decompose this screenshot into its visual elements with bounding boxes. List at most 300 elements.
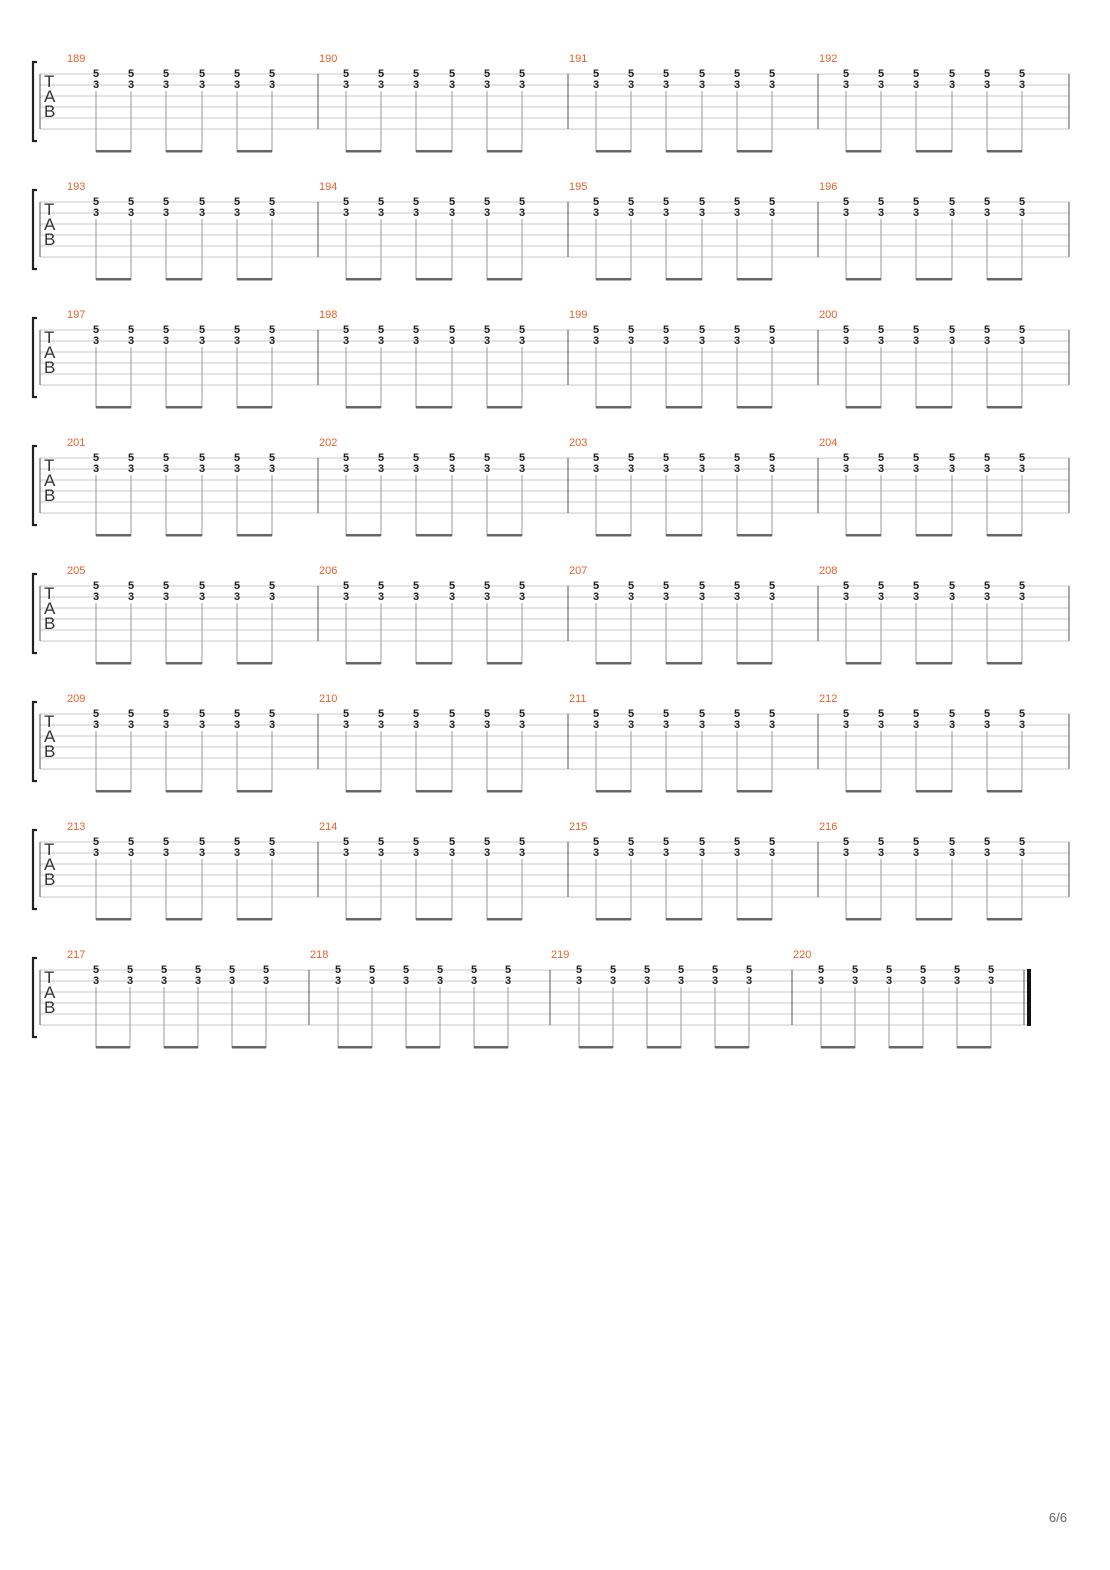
beam xyxy=(416,406,452,409)
fret-number: 5 xyxy=(843,68,850,80)
fret-number: 3 xyxy=(199,719,206,731)
beam xyxy=(666,406,702,409)
fret-number: 3 xyxy=(769,207,776,219)
beam xyxy=(916,534,952,537)
beam xyxy=(96,918,131,921)
fret-number: 3 xyxy=(519,207,526,219)
fret-number: 5 xyxy=(663,708,670,720)
beam xyxy=(916,918,952,921)
fret-number: 3 xyxy=(378,847,385,859)
fret-number: 3 xyxy=(1019,463,1026,475)
beam xyxy=(487,150,522,153)
fret-number: 3 xyxy=(593,847,600,859)
fret-number: 3 xyxy=(269,847,276,859)
beam xyxy=(232,1046,266,1049)
beam xyxy=(416,918,452,921)
fret-number: 3 xyxy=(852,975,859,987)
fret-number: 5 xyxy=(93,452,100,464)
measure-number: 218 xyxy=(310,949,329,961)
fret-number: 5 xyxy=(913,836,920,848)
fret-number: 5 xyxy=(335,964,342,976)
fret-number: 5 xyxy=(593,580,600,592)
fret-number: 5 xyxy=(195,964,202,976)
fret-number: 5 xyxy=(913,324,920,336)
fret-number: 5 xyxy=(128,324,135,336)
fret-number: 5 xyxy=(449,68,456,80)
beam xyxy=(666,278,702,281)
fret-number: 5 xyxy=(484,580,491,592)
fret-number: 3 xyxy=(576,975,583,987)
beam xyxy=(596,534,631,537)
fret-number: 5 xyxy=(678,964,685,976)
fret-number: 3 xyxy=(234,79,241,91)
measure-number: 220 xyxy=(793,949,812,961)
fret-number: 5 xyxy=(484,68,491,80)
fret-number: 3 xyxy=(746,975,753,987)
fret-number: 3 xyxy=(699,335,706,347)
measure-number: 201 xyxy=(67,437,86,449)
fret-number: 5 xyxy=(734,836,741,848)
fret-number: 3 xyxy=(163,335,170,347)
fret-number: 5 xyxy=(628,836,635,848)
fret-number: 3 xyxy=(93,719,100,731)
beam xyxy=(846,534,881,537)
fret-number: 3 xyxy=(628,207,635,219)
fret-number: 5 xyxy=(343,836,350,848)
beam xyxy=(647,1046,681,1049)
fret-number: 3 xyxy=(949,335,956,347)
fret-number: 3 xyxy=(913,591,920,603)
fret-number: 3 xyxy=(519,335,526,347)
fret-number: 3 xyxy=(699,591,706,603)
fret-number: 5 xyxy=(746,964,753,976)
fret-number: 5 xyxy=(593,324,600,336)
fret-number: 3 xyxy=(343,847,350,859)
fret-number: 5 xyxy=(484,324,491,336)
beam xyxy=(416,278,452,281)
fret-number: 3 xyxy=(878,207,885,219)
fret-number: 3 xyxy=(628,79,635,91)
fret-number: 3 xyxy=(343,207,350,219)
tab-clef-letter: A xyxy=(44,87,56,106)
fret-number: 5 xyxy=(954,964,961,976)
beam xyxy=(416,790,452,793)
fret-number: 3 xyxy=(269,719,276,731)
fret-number: 5 xyxy=(886,964,893,976)
fret-number: 3 xyxy=(699,207,706,219)
beam xyxy=(237,534,272,537)
system-bracket xyxy=(33,702,37,781)
fret-number: 3 xyxy=(734,847,741,859)
beam xyxy=(406,1046,440,1049)
fret-number: 5 xyxy=(699,324,706,336)
beam xyxy=(957,1046,991,1049)
fret-number: 5 xyxy=(852,964,859,976)
fret-number: 5 xyxy=(878,452,885,464)
fret-number: 3 xyxy=(984,719,991,731)
fret-number: 3 xyxy=(199,207,206,219)
measure-number: 204 xyxy=(819,437,838,449)
fret-number: 5 xyxy=(699,452,706,464)
measure-number: 208 xyxy=(819,565,838,577)
beam xyxy=(96,534,131,537)
measure-number: 209 xyxy=(67,693,86,705)
fret-number: 3 xyxy=(234,207,241,219)
fret-number: 3 xyxy=(269,335,276,347)
beam xyxy=(487,918,522,921)
beam xyxy=(987,662,1022,665)
fret-number: 3 xyxy=(628,847,635,859)
fret-number: 5 xyxy=(913,196,920,208)
fret-number: 3 xyxy=(734,335,741,347)
fret-number: 5 xyxy=(734,68,741,80)
fret-number: 3 xyxy=(413,591,420,603)
tab-clef-letter: T xyxy=(44,72,55,91)
fret-number: 5 xyxy=(199,708,206,720)
fret-number: 3 xyxy=(843,463,850,475)
fret-number: 5 xyxy=(199,324,206,336)
fret-number: 5 xyxy=(199,68,206,80)
fret-number: 5 xyxy=(234,452,241,464)
beam xyxy=(846,918,881,921)
fret-number: 3 xyxy=(878,591,885,603)
fret-number: 3 xyxy=(628,463,635,475)
fret-number: 5 xyxy=(519,324,526,336)
fret-number: 3 xyxy=(163,719,170,731)
beam xyxy=(737,150,772,153)
fret-number: 3 xyxy=(1019,591,1026,603)
fret-number: 5 xyxy=(269,708,276,720)
fret-number: 3 xyxy=(769,463,776,475)
fret-number: 3 xyxy=(734,591,741,603)
beam xyxy=(346,790,381,793)
fret-number: 3 xyxy=(199,463,206,475)
beam xyxy=(237,918,272,921)
final-barline-thick xyxy=(1027,969,1031,1026)
fret-number: 5 xyxy=(413,68,420,80)
tab-clef-letter: B xyxy=(44,998,56,1017)
fret-number: 5 xyxy=(949,452,956,464)
tab-clef-letter: B xyxy=(44,870,56,889)
fret-number: 5 xyxy=(699,708,706,720)
beam xyxy=(487,790,522,793)
fret-number: 3 xyxy=(593,335,600,347)
fret-number: 5 xyxy=(234,324,241,336)
fret-number: 5 xyxy=(628,452,635,464)
system-bracket xyxy=(33,318,37,397)
fret-number: 3 xyxy=(663,79,670,91)
tab-clef-letter: B xyxy=(44,358,56,377)
beam xyxy=(596,918,631,921)
beam xyxy=(237,662,272,665)
fret-number: 3 xyxy=(234,335,241,347)
fret-number: 5 xyxy=(628,324,635,336)
fret-number: 3 xyxy=(163,79,170,91)
tab-clef-letter: A xyxy=(44,855,56,874)
fret-number: 5 xyxy=(269,452,276,464)
measure-number: 207 xyxy=(569,565,588,577)
beam xyxy=(237,278,272,281)
fret-number: 5 xyxy=(663,452,670,464)
fret-number: 5 xyxy=(519,836,526,848)
fret-number: 3 xyxy=(199,335,206,347)
fret-number: 3 xyxy=(413,719,420,731)
fret-number: 5 xyxy=(843,836,850,848)
fret-number: 5 xyxy=(403,964,410,976)
fret-number: 5 xyxy=(769,836,776,848)
fret-number: 5 xyxy=(843,196,850,208)
beam xyxy=(737,918,772,921)
fret-number: 3 xyxy=(93,975,100,987)
fret-number: 3 xyxy=(699,79,706,91)
tab-clef-letter: A xyxy=(44,471,56,490)
tab-clef-letter: A xyxy=(44,215,56,234)
fret-number: 3 xyxy=(593,79,600,91)
fret-number: 5 xyxy=(843,324,850,336)
fret-number: 3 xyxy=(678,975,685,987)
beam xyxy=(987,790,1022,793)
tab-system xyxy=(33,53,1069,153)
fret-number: 5 xyxy=(734,452,741,464)
fret-number: 3 xyxy=(988,975,995,987)
beam xyxy=(666,150,702,153)
fret-number: 3 xyxy=(593,463,600,475)
fret-number: 3 xyxy=(343,463,350,475)
measure-number: 214 xyxy=(319,821,338,833)
beam xyxy=(916,150,952,153)
fret-number: 5 xyxy=(593,196,600,208)
beam xyxy=(846,278,881,281)
fret-number: 5 xyxy=(878,836,885,848)
fret-number: 3 xyxy=(1019,719,1026,731)
fret-number: 3 xyxy=(843,335,850,347)
tab-clef-letter: T xyxy=(44,712,55,731)
fret-number: 3 xyxy=(413,79,420,91)
fret-number: 5 xyxy=(449,580,456,592)
fret-number: 3 xyxy=(878,719,885,731)
fret-number: 3 xyxy=(484,847,491,859)
fret-number: 5 xyxy=(920,964,927,976)
fret-number: 5 xyxy=(449,324,456,336)
fret-number: 3 xyxy=(663,719,670,731)
fret-number: 5 xyxy=(234,836,241,848)
fret-number: 3 xyxy=(378,207,385,219)
fret-number: 5 xyxy=(343,196,350,208)
fret-number: 3 xyxy=(93,463,100,475)
fret-number: 5 xyxy=(128,68,135,80)
fret-number: 3 xyxy=(128,847,135,859)
beam xyxy=(96,1046,130,1049)
beam xyxy=(846,790,881,793)
measure-number: 205 xyxy=(67,565,86,577)
fret-number: 3 xyxy=(484,335,491,347)
fret-number: 5 xyxy=(234,708,241,720)
fret-number: 3 xyxy=(843,79,850,91)
system-bracket xyxy=(33,190,37,269)
fret-number: 5 xyxy=(1019,68,1026,80)
beam xyxy=(916,406,952,409)
fret-number: 5 xyxy=(269,836,276,848)
fret-number: 5 xyxy=(163,580,170,592)
beam xyxy=(596,790,631,793)
fret-number: 5 xyxy=(769,324,776,336)
beam xyxy=(846,406,881,409)
fret-number: 5 xyxy=(1019,708,1026,720)
measure-number: 206 xyxy=(319,565,338,577)
fret-number: 3 xyxy=(343,591,350,603)
fret-number: 5 xyxy=(913,580,920,592)
fret-number: 5 xyxy=(449,196,456,208)
fret-number: 5 xyxy=(128,196,135,208)
beam xyxy=(416,662,452,665)
fret-number: 3 xyxy=(920,975,927,987)
fret-number: 5 xyxy=(519,68,526,80)
fret-number: 3 xyxy=(449,463,456,475)
fret-number: 3 xyxy=(769,847,776,859)
fret-number: 3 xyxy=(1019,335,1026,347)
fret-number: 3 xyxy=(663,335,670,347)
fret-number: 5 xyxy=(449,452,456,464)
fret-number: 5 xyxy=(663,68,670,80)
beam xyxy=(987,278,1022,281)
fret-number: 3 xyxy=(769,591,776,603)
fret-number: 3 xyxy=(449,79,456,91)
fret-number: 5 xyxy=(163,836,170,848)
beam xyxy=(737,534,772,537)
fret-number: 3 xyxy=(628,719,635,731)
fret-number: 5 xyxy=(229,964,236,976)
fret-number: 3 xyxy=(199,79,206,91)
fret-number: 5 xyxy=(127,964,134,976)
measure-number: 200 xyxy=(819,309,838,321)
fret-number: 3 xyxy=(471,975,478,987)
fret-number: 3 xyxy=(1019,847,1026,859)
fret-number: 5 xyxy=(93,196,100,208)
fret-number: 3 xyxy=(913,719,920,731)
fret-number: 3 xyxy=(484,463,491,475)
fret-number: 3 xyxy=(269,463,276,475)
fret-number: 3 xyxy=(234,591,241,603)
beam xyxy=(166,406,202,409)
beam xyxy=(474,1046,508,1049)
fret-number: 5 xyxy=(378,580,385,592)
fret-number: 3 xyxy=(199,591,206,603)
tab-clef-letter: B xyxy=(44,742,56,761)
fret-number: 5 xyxy=(913,68,920,80)
fret-number: 5 xyxy=(128,836,135,848)
fret-number: 5 xyxy=(413,452,420,464)
fret-number: 5 xyxy=(484,196,491,208)
measure-number: 197 xyxy=(67,309,86,321)
beam xyxy=(596,662,631,665)
beam xyxy=(237,150,272,153)
fret-number: 5 xyxy=(878,196,885,208)
tab-clef-letter: T xyxy=(44,584,55,603)
fret-number: 3 xyxy=(843,207,850,219)
beam xyxy=(737,406,772,409)
fret-number: 3 xyxy=(1019,207,1026,219)
fret-number: 3 xyxy=(378,335,385,347)
fret-number: 5 xyxy=(769,452,776,464)
beam xyxy=(487,406,522,409)
fret-number: 5 xyxy=(593,452,600,464)
measure-number: 210 xyxy=(319,693,338,705)
system-bracket xyxy=(33,830,37,909)
fret-number: 5 xyxy=(269,196,276,208)
fret-number: 5 xyxy=(163,324,170,336)
fret-number: 5 xyxy=(93,580,100,592)
fret-number: 3 xyxy=(269,79,276,91)
fret-number: 5 xyxy=(413,580,420,592)
beam xyxy=(916,662,952,665)
measure-number: 189 xyxy=(67,53,86,65)
fret-number: 5 xyxy=(343,708,350,720)
beam xyxy=(596,278,631,281)
fret-number: 3 xyxy=(378,719,385,731)
fret-number: 3 xyxy=(449,207,456,219)
fret-number: 3 xyxy=(195,975,202,987)
page-number: 6/6 xyxy=(1048,1510,1067,1525)
fret-number: 3 xyxy=(699,719,706,731)
fret-number: 5 xyxy=(1019,196,1026,208)
fret-number: 3 xyxy=(519,591,526,603)
fret-number: 3 xyxy=(913,207,920,219)
beam xyxy=(846,150,881,153)
fret-number: 5 xyxy=(1019,836,1026,848)
tab-system xyxy=(33,693,1069,793)
fret-number: 5 xyxy=(576,964,583,976)
fret-number: 5 xyxy=(93,708,100,720)
fret-number: 5 xyxy=(234,196,241,208)
fret-number: 5 xyxy=(984,580,991,592)
system-bracket xyxy=(33,62,37,141)
fret-number: 5 xyxy=(234,68,241,80)
fret-number: 3 xyxy=(269,591,276,603)
fret-number: 3 xyxy=(93,591,100,603)
fret-number: 3 xyxy=(949,591,956,603)
beam xyxy=(96,662,131,665)
tab-system xyxy=(33,821,1069,921)
fret-number: 3 xyxy=(484,719,491,731)
fret-number: 3 xyxy=(519,847,526,859)
beam xyxy=(346,918,381,921)
fret-number: 5 xyxy=(413,324,420,336)
beam xyxy=(987,150,1022,153)
fret-number: 3 xyxy=(913,79,920,91)
measure-number: 194 xyxy=(319,181,338,193)
fret-number: 5 xyxy=(949,324,956,336)
fret-number: 3 xyxy=(843,847,850,859)
fret-number: 5 xyxy=(378,324,385,336)
fret-number: 5 xyxy=(949,68,956,80)
fret-number: 3 xyxy=(163,847,170,859)
fret-number: 5 xyxy=(769,708,776,720)
fret-number: 3 xyxy=(449,847,456,859)
beam xyxy=(346,662,381,665)
beam xyxy=(237,406,272,409)
fret-number: 3 xyxy=(128,591,135,603)
fret-number: 3 xyxy=(234,463,241,475)
system-bracket xyxy=(33,574,37,653)
fret-number: 5 xyxy=(378,452,385,464)
measure-number: 191 xyxy=(569,53,588,65)
fret-number: 3 xyxy=(949,79,956,91)
fret-number: 5 xyxy=(343,324,350,336)
tab-clef-letter: T xyxy=(44,456,55,475)
fret-number: 5 xyxy=(93,836,100,848)
beam xyxy=(666,662,702,665)
beam xyxy=(346,534,381,537)
